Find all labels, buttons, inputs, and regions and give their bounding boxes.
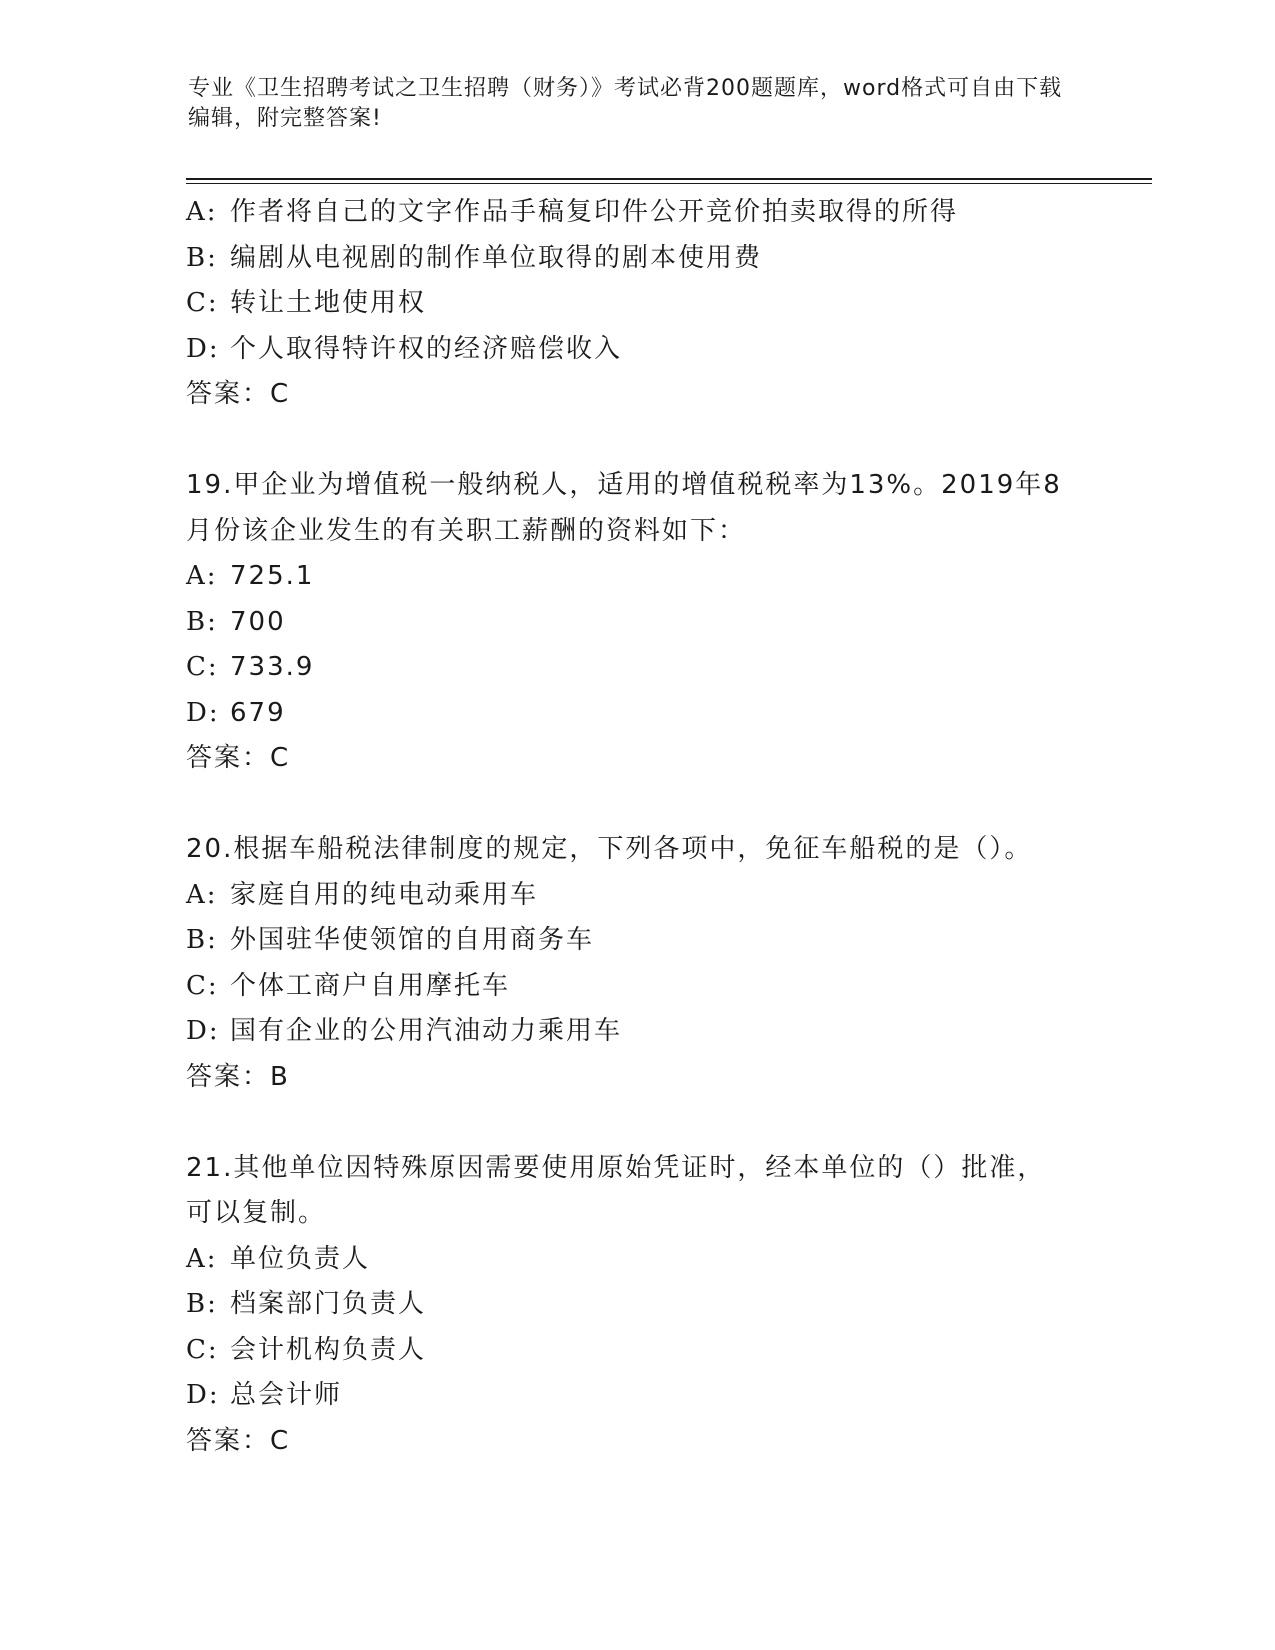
option-c [186,964,1086,1010]
question-20 [186,827,1086,1100]
option-text: 家庭自用的纯电动乘用车 [230,879,539,910]
option-b [186,1282,1086,1328]
option-letter: D: [186,333,220,364]
document-body [186,190,1086,1464]
question-text: 19.甲企业为增值税一般纳税人，适用的增值税税率为13%。2019年8月份该企业发生的有关职工薪酬的资料如下： [186,470,1062,546]
option-letter: B: [186,606,218,637]
option-letter: C: [186,288,219,318]
question-18 [186,190,1086,418]
answer-line [186,1055,1086,1101]
answer-value: C [270,743,291,773]
option-text: 外国驻华使领馆的自用商务车 [230,925,595,955]
option-letter: C: [186,970,219,1001]
option-letter: A: [186,1243,218,1274]
answer-label: 答案： [186,1061,271,1092]
option-d [186,1373,1086,1419]
option-letter: D: [186,697,220,728]
option-d [186,691,1086,737]
option-letter: A: [186,879,218,910]
option-b [186,600,1086,646]
option-letter: D: [186,1380,220,1410]
answer-value: C [270,379,291,409]
option-letter: A: [186,197,218,227]
header-divider-thin [186,183,1152,184]
option-text: 单位负责人 [230,1243,371,1274]
option-c [186,645,1086,691]
spacer [186,1100,1086,1146]
option-letter: B: [186,1289,218,1319]
question-text: 20.根据车船税法律制度的规定，下列各项中，免征车船税的是（）。 [186,834,1033,864]
option-text: 个体工商户自用摩托车 [230,970,511,1001]
option-d [186,327,1086,373]
option-b [186,236,1086,282]
header-divider-thick [186,178,1152,180]
option-a [186,554,1086,600]
option-text: 编剧从电视剧的制作单位取得的剧本使用费 [230,242,763,273]
spacer [186,418,1086,464]
option-text: 总会计师 [230,1380,343,1410]
option-a [186,873,1086,919]
option-text: 733.9 [230,652,315,682]
option-letter: C: [186,1334,219,1365]
option-c [186,1328,1086,1374]
question-19 [186,463,1086,782]
option-letter: C: [186,652,219,682]
option-d [186,1009,1086,1055]
answer-value: C [270,1425,291,1456]
option-text: 转让土地使用权 [230,288,427,318]
option-a [186,1237,1086,1283]
option-letter: A: [186,561,218,591]
option-text: 档案部门负责人 [230,1289,427,1319]
question-21 [186,1146,1086,1465]
option-letter: D: [186,1016,220,1046]
answer-line [186,1419,1086,1465]
answer-value: B [270,1061,290,1092]
question-text: 21.其他单位因特殊原因需要使用原始凭证时，经本单位的（）批准，可以复制。 [186,1152,1046,1228]
option-text: 700 [230,606,286,637]
option-text: 会计机构负责人 [230,1334,427,1365]
answer-label: 答案： [186,379,271,409]
answer-line [186,736,1086,782]
option-letter: B: [186,242,218,273]
option-letter: B: [186,925,218,955]
option-a [186,190,1086,236]
option-b [186,918,1086,964]
option-text: 作者将自己的文字作品手稿复印件公开竞价拍卖取得的所得 [230,197,959,227]
answer-label: 答案： [186,743,271,773]
spacer [186,782,1086,828]
option-text: 国有企业的公用汽油动力乘用车 [230,1016,623,1046]
option-text: 679 [230,697,286,728]
option-text: 个人取得特许权的经济赔偿收入 [230,333,623,364]
document-header: 专业《卫生招聘考试之卫生招聘（财务）》考试必背200题题库，word格式可自由下载编辑，附完整答案! [188,76,1063,131]
answer-label: 答案： [186,1425,271,1456]
answer-line [186,372,1086,418]
option-text: 725.1 [230,561,315,591]
option-c [186,281,1086,327]
